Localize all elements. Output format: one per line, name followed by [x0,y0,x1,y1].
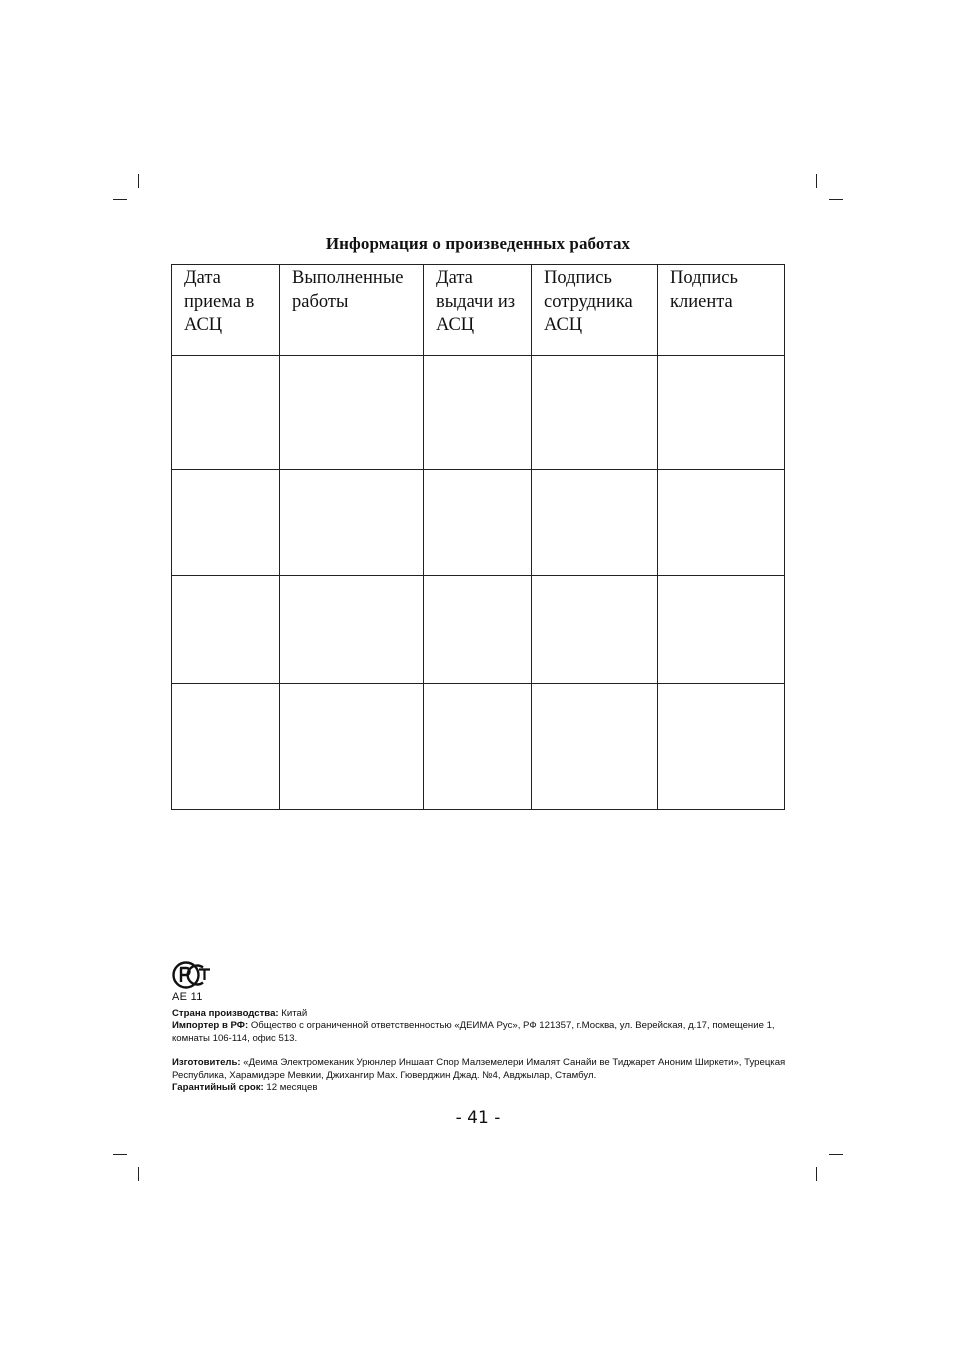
table-row [172,470,785,576]
warranty-line [172,1082,786,1095]
page-number: - 41 - [455,1108,501,1128]
warranty-label: Гарантийный срок: [172,1082,264,1093]
warranty-value: 12 месяцев [263,1082,318,1093]
crop-mark-bottom-right-vertical [816,1167,817,1181]
country-line [172,1008,786,1021]
manufacturer-line [172,1057,786,1082]
table-header-row [172,265,785,356]
table-cell [424,576,532,684]
table-cell [658,356,785,470]
importer-line [172,1020,786,1045]
table-cell [532,684,658,810]
table-cell [280,356,424,470]
manufacturer-info-block [172,960,786,1095]
table-cell [280,684,424,810]
service-works-table [171,264,785,810]
country-label: Страна производства: [172,1007,279,1019]
table-cell [658,470,785,576]
crop-mark-bottom-left-horizontal [113,1154,127,1155]
table-cell [424,684,532,810]
table-cell [280,576,424,684]
table-cell [532,470,658,576]
table-cell [172,576,280,684]
crop-mark-top-left-horizontal [113,199,127,200]
rst-certification-mark-icon [172,960,216,990]
manufacturer-label: Изготовитель: [172,1057,241,1068]
crop-mark-bottom-left-vertical [138,1167,139,1181]
crop-mark-top-right-horizontal [829,199,843,200]
header-date-issued: Дата выдачи из АСЦ [424,265,532,356]
table-cell [172,470,280,576]
table-cell [424,470,532,576]
certification-code: AE 11 [172,991,203,1003]
crop-mark-bottom-right-horizontal [829,1154,843,1155]
country-value: Китай [278,1007,308,1019]
table-cell [172,684,280,810]
table-cell [280,470,424,576]
header-date-received: Дата приема в АСЦ [172,265,280,356]
table-cell [658,576,785,684]
table-row [172,356,785,470]
table-row [172,576,785,684]
header-client-signature: Подпись клиента [658,265,785,356]
table-row [172,684,785,810]
product-info [172,1008,786,1095]
table-cell [532,576,658,684]
table-cell [658,684,785,810]
table-cell [532,356,658,470]
header-works-performed: Выполненные работы [280,265,424,356]
table-cell [424,356,532,470]
crop-mark-top-left-vertical [138,174,139,188]
importer-label: Импортер в РФ: [172,1020,249,1031]
crop-mark-top-right-vertical [816,174,817,188]
header-employee-signature: Подпись сотрудника АСЦ [532,265,658,356]
manufacturer-value: «Деима Электромеканик Урюнлер Иншаат Спор Малземелери Ималят Санайи ве Тиджарет Аноним Ширкети», Турецкая Республика, Харамидэре Мевкии, Джихангир Мах. Гюверджин Джад. №4, Авджылар, Стамбул. [172,1057,786,1081]
table-cell [172,356,280,470]
importer-value: Общество с ограниченной ответственностью «ДЕИМА Рус», РФ 121357, г.Москва, ул. Верейская, д.17, помещение 1, комнаты 106-114, офис 513. [172,1020,775,1044]
page-title: Информация о произведенных работах [325,234,631,253]
